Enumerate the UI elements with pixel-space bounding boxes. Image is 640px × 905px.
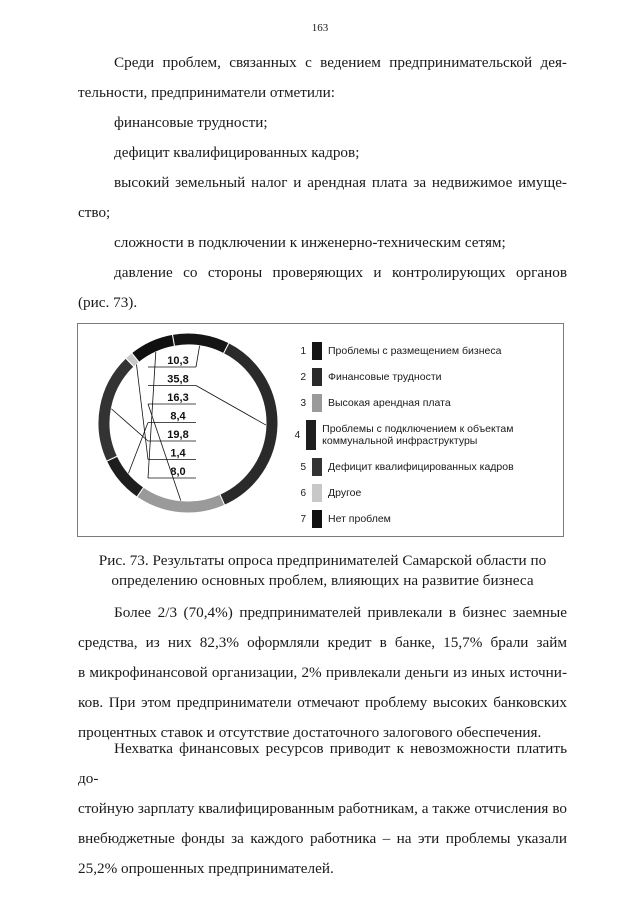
legend-label: Высокая арендная плата xyxy=(328,397,451,409)
caption-line: определению основных проблем, влияющих на развитие бизнеса xyxy=(111,572,534,589)
body-line: ков. При этом предприниматели отмечают проблему высоких банковских xyxy=(78,694,567,711)
legend-item-5 xyxy=(288,458,558,476)
leader-line xyxy=(128,423,148,474)
donut-slice-4 xyxy=(107,456,144,497)
legend-number: 6 xyxy=(300,487,306,499)
legend-item-6 xyxy=(288,484,558,502)
legend-item-7 xyxy=(288,510,558,528)
value-label-1: 10,3 xyxy=(167,355,189,367)
legend-label: Финансовые трудности xyxy=(328,371,442,383)
list-item: высокий земельный налог и арендная плата за недвижимое имуще- xyxy=(114,174,567,191)
figure-donut-chart xyxy=(77,323,564,537)
legend-number: 2 xyxy=(300,371,306,383)
value-label-3: 16,3 xyxy=(167,392,189,404)
leader-line xyxy=(136,364,148,459)
legend-item-1 xyxy=(288,342,558,360)
list-item-continuation: (рис. 73). xyxy=(78,294,138,311)
intro-block xyxy=(78,48,567,318)
value-label-6: 1,4 xyxy=(170,447,186,460)
legend-item-4 xyxy=(288,420,558,450)
leader-line xyxy=(148,352,156,478)
legend-number: 4 xyxy=(294,429,301,441)
intro-line: тельности, предприниматели отметили: xyxy=(78,84,335,101)
donut-slice-2 xyxy=(220,343,278,505)
legend-swatch xyxy=(312,510,322,528)
body-line: стойную зарплату квалифицированным работникам, а также отчисления во xyxy=(78,800,567,817)
value-label-5: 19,8 xyxy=(167,429,189,441)
legend-number: 7 xyxy=(300,513,306,525)
list-item: сложности в подключении к инженерно-техническим сетям; xyxy=(114,234,506,251)
value-label-7: 8,0 xyxy=(170,466,186,478)
body-line: Нехватка финансовых ресурсов приводит к невозможности платить до- xyxy=(78,740,567,787)
body-paragraph-2 xyxy=(78,734,567,884)
legend-label: Проблемы с подключением к объектам коммунальной инфраструктуры xyxy=(322,423,514,447)
body-line: в микрофинансовой организации, 2% привлекали деньги из иных источни- xyxy=(78,664,567,681)
figure-caption xyxy=(78,551,567,591)
list-item: дефицит квалифицированных кадров; xyxy=(114,144,360,161)
legend-number: 3 xyxy=(300,397,306,409)
legend-label: Проблемы с размещением бизнеса xyxy=(328,345,502,357)
chart-legend xyxy=(288,342,558,536)
leader-line xyxy=(196,386,266,426)
body-line: внебюджетные фонды за каждого работника – на эти проблемы указали xyxy=(78,830,567,847)
list-item: давление со стороны проверяющих и контролирующих органов xyxy=(114,264,567,281)
legend-swatch xyxy=(312,394,322,412)
legend-swatch xyxy=(312,368,322,386)
body-line: средства, из них 82,3% оформляли кредит в банке, 15,7% брали займ xyxy=(78,634,567,651)
legend-swatch xyxy=(306,420,316,450)
legend-label: Другое xyxy=(328,487,362,499)
body-line: процентных ставок и отсутствие достаточного залогового обеспечения. xyxy=(78,724,542,741)
caption-line: Рис. 73. Результаты опроса предпринимателей Самарской области по xyxy=(98,552,547,569)
body-line: 25,2% опрошенных предпринимателей. xyxy=(78,860,334,877)
legend-label: Нет проблем xyxy=(328,513,391,525)
donut-slice-1 xyxy=(172,333,229,354)
value-label-2: 35,8 xyxy=(167,373,189,386)
leader-line xyxy=(196,346,200,367)
legend-swatch xyxy=(312,458,322,476)
intro-line: Среди проблем, связанных с ведением предпринимательской дея- xyxy=(114,54,567,71)
legend-item-2 xyxy=(288,368,558,386)
body-paragraph-1 xyxy=(78,598,567,748)
legend-swatch xyxy=(312,484,322,502)
body-line: Более 2/3 (70,4%) предпринимателей привлекали в бизнес заемные xyxy=(114,604,567,621)
value-label-4: 8,4 xyxy=(170,410,186,423)
list-item: финансовые трудности; xyxy=(114,114,268,131)
legend-label: Дефицит квалифицированных кадров xyxy=(328,461,514,473)
legend-number: 5 xyxy=(300,461,306,473)
donut-slice-5 xyxy=(98,358,134,461)
legend-number: 1 xyxy=(300,345,306,357)
list-item-continuation: ство; xyxy=(78,204,111,221)
legend-item-3 xyxy=(288,394,558,412)
legend-swatch xyxy=(312,342,322,360)
page-number: 163 xyxy=(311,22,329,34)
